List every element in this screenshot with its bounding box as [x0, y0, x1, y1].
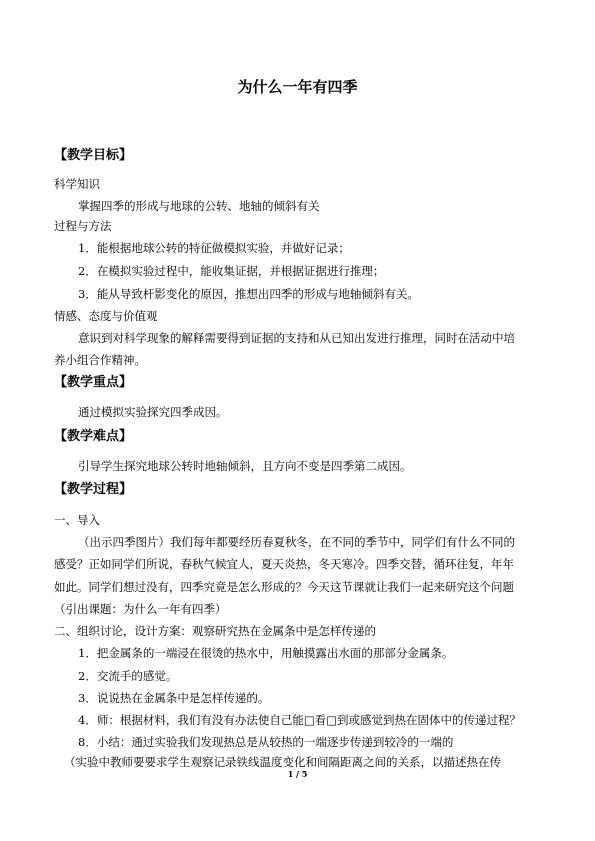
knowledge-text: 掌握四季的形成与地球的公转、地轴的倾斜有关 [78, 199, 320, 213]
key-point-text: 通过模拟实验探究四季成因。 [78, 405, 228, 419]
intro-line: （引出课题：为什么一年有四季） [54, 602, 227, 616]
discussion-item: 3．说说热在金属条中是怎样传递的。 [78, 691, 270, 705]
attitude-label: 情感、态度与价值观 [54, 309, 158, 323]
knowledge-label: 科学知识 [54, 177, 100, 191]
discussion-item: 4．师：根据材料，我们有没有办法使自己能□看□到或感觉到热在固体中的传递过程？ [78, 713, 522, 727]
attitude-text: 养小组合作精神。 [54, 353, 146, 367]
note-line: （实验中教师要要求学生观察记录铁线温度变化和间隔距离之间的关系，以描述热在传 [64, 755, 501, 769]
difficulty-text: 引导学生探究地球公转时地轴倾斜，且方向不变是四季第二成因。 [78, 459, 412, 473]
process-item: 2．在模拟实验过程中，能收集证据，并根据证据进行推理； [78, 264, 385, 278]
intro-line: 感受？正如同学们所说，春秋气候宜人，夏天炎热，冬天寒冷。四季交替，循环往复，年年 [54, 557, 514, 571]
intro-line: （出示四季图片）我们每年都要经历春夏秋冬，在不同的季节中，同学们有什么不同的 [78, 535, 515, 549]
process-item: 1．能根据地球公转的特征做模拟实验，并做好记录； [78, 241, 350, 255]
difficulty-heading: 【教学难点】 [54, 429, 133, 444]
attitude-text: 意识到对科学现象的解释需要得到证据的支持和从已知出发进行推理，同时在活动中培 [78, 331, 515, 345]
page-title: 为什么一年有四季 [237, 78, 358, 96]
process-label: 过程与方法 [54, 219, 112, 233]
discussion-item: 1．把金属条的一端浸在很烫的热水中，用触摸露出水面的那部分金属条。 [78, 646, 454, 660]
process-item: 3．能从导致杆影变化的原因，推想出四季的形成与地轴倾斜有关。 [78, 287, 419, 301]
process-heading: 【教学过程】 [54, 482, 133, 497]
page-number: 1 / 5 [287, 769, 308, 779]
intro-label: 一、导入 [54, 513, 100, 527]
discussion-item: 8．小结：通过实验我们发现热总是从较热的一端逐步传递到较冷的一端的 [78, 735, 454, 749]
objectives-heading: 【教学目标】 [54, 148, 133, 163]
intro-line: 如此。同学们想过没有，四季究竟是怎么形成的？今天这节课就让我们一起来研究这个问题 [54, 580, 514, 594]
key-point-heading: 【教学重点】 [54, 375, 133, 390]
discussion-item: 2．交流手的感觉。 [78, 669, 178, 683]
discussion-label: 二、组织讨论，设计方案：观察研究热在金属条中是怎样传递的 [54, 624, 376, 638]
